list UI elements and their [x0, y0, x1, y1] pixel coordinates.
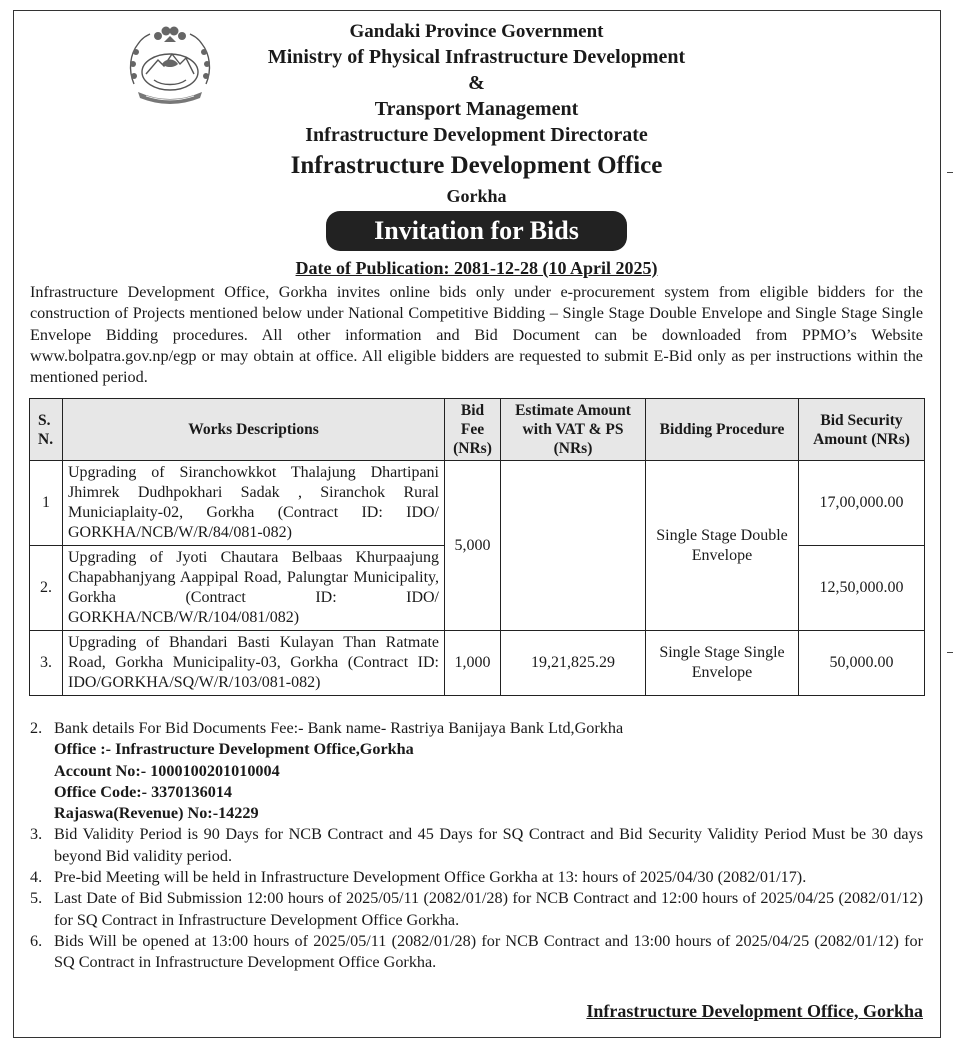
note-text: Bids Will be opened at 13:00 hours of 2025/05/11 (2082/01/28) for NCB Contract and 13:00 hours of 2025/04/25 (2082/01/12) for SQ Contract in Infrastructure Development Office Gorkha. [54, 931, 923, 972]
note-text: Last Date of Bid Submission 12:00 hours of 2025/05/11 (2082/01/28) for NCB Contract and 12:00 hours of 2025/04/25 (2082/01/12) for SQ Contract in Infrastructure Development Office Gorkha. [54, 889, 923, 929]
table-row [30, 461, 925, 546]
publication-date: Date of Publication: 2081-12-28 (10 April 2025) [295, 258, 658, 278]
bank-office-code: Office Code:- 3370136014 [54, 782, 233, 801]
header-office: Infrastructure Development Office [290, 152, 663, 179]
header-ampersand: & [468, 72, 485, 94]
notes-list [30, 718, 923, 974]
row-works: Upgrading of Siranchowkkot Thalajung Dhartipani Jhimrek Dudhpokhari Sadak , Siranchok Rural Municiaplaity-02, Gorkha (Contract ID: IDO/ GORKHA/NCB/W/R/84/081-082) [63, 461, 445, 546]
list-item [30, 888, 923, 931]
header-location: Gorkha [446, 186, 507, 206]
note-text: Bid Validity Period is 90 Days for NCB Contract and 45 Days for SQ Contract and Bid Security Validity Period Must be 30 days beyond Bid validity period. [54, 825, 923, 865]
col-header-sn: S. N. [30, 399, 63, 461]
col-header-procedure: Bidding Procedure [646, 399, 799, 461]
row-estimate: 19,21,825.29 [501, 631, 646, 696]
row-works: Upgrading of Bhandari Basti Kulayan Than Ratmate Road, Gorkha Municipality-03, Gorkha (Contract ID: IDO/GORKHA/SQ/W/R/103/081-082) [63, 631, 445, 696]
table-header-row [30, 399, 925, 461]
row-sn: 2. [30, 546, 63, 631]
col-header-works: Works Descriptions [63, 399, 445, 461]
list-item [30, 718, 923, 739]
col-header-security: Bid Security Amount (NRs) [799, 399, 925, 461]
header-transport: Transport Management [374, 98, 579, 120]
note-number: 2. [30, 719, 43, 737]
notice-title: Invitation for Bids [326, 211, 627, 251]
note-number: 3. [30, 825, 43, 844]
header-directorate: Infrastructure Development Directorate [305, 124, 648, 146]
bank-rajaswa: Rajaswa(Revenue) No:-14229 [54, 804, 259, 823]
margin-tick [947, 652, 953, 653]
header-province: Gandaki Province Government [349, 21, 604, 42]
signoff: Infrastructure Development Office, Gorkha [586, 1001, 923, 1021]
header-ministry: Ministry of Physical Infrastructure Development [267, 46, 686, 68]
bank-office: Office :- Infrastructure Development Office,Gorkha [54, 740, 414, 759]
table-row [30, 631, 925, 696]
row-estimate [501, 461, 646, 631]
row-security: 12,50,000.00 [799, 546, 925, 631]
intro-paragraph: Infrastructure Development Office, Gorkha invites online bids only under e-procurement system from eligible bidders for the construction of Projects mentioned below under National Competitive Bidding – Single Stage Double Envelope and Single Stage Single Envelope Bidding procedures. All other information and Bid Document can be downloaded from PPMO’s Website www.bolpatra.gov.np/egp or may obtain at office. All eligible bidders are requested to submit E-Bid only as per instructions within the mentioned period. [30, 283, 923, 387]
row-sn: 3. [30, 631, 63, 696]
row-procedure: Single Stage Double Envelope [646, 461, 799, 631]
row-sn: 1 [30, 461, 63, 546]
row-procedure: Single Stage Single Envelope [646, 631, 799, 696]
row-fee: 1,000 [445, 631, 501, 696]
note-text: Pre-bid Meeting will be held in Infrastructure Development Office Gorkha at 13: hours of 2025/04/30 (2082/01/17). [54, 868, 807, 887]
bank-account: Account No:- 1000100201010004 [54, 761, 280, 780]
list-item [30, 824, 923, 867]
row-security: 50,000.00 [799, 631, 925, 696]
note-number: 5. [30, 889, 43, 908]
col-header-fee: Bid Fee (NRs) [445, 399, 501, 461]
note-number: 6. [30, 931, 43, 950]
col-header-estimate: Estimate Amount with VAT & PS (NRs) [501, 399, 646, 461]
row-security: 17,00,000.00 [799, 461, 925, 546]
row-works: Upgrading of Jyoti Chautara Belbaas Khurpaajung Chapabhanjyang Aappipal Road, Palungtar Municipality, Gorkha (Contract ID: IDO/ GORKHA/NCB/W/R/104/081/082) [63, 546, 445, 631]
row-fee: 5,000 [445, 461, 501, 631]
bids-table [29, 398, 925, 696]
note-text: Bank details For Bid Documents Fee:- Bank name- Rastriya Banijaya Bank Ltd,Gorkha [54, 719, 624, 737]
note-number: 4. [30, 868, 43, 887]
list-item [30, 931, 923, 974]
list-item [30, 867, 923, 888]
